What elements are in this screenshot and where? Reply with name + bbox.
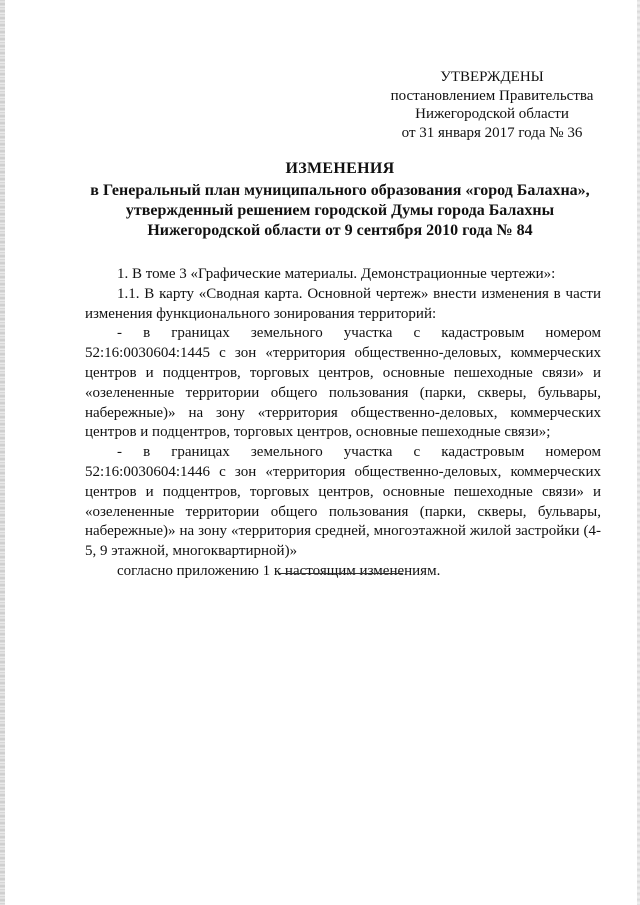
- document-body: [85, 265, 601, 582]
- body-line: центров и подцентров, торговых центров, основные пешеходные связи» и: [85, 483, 601, 500]
- approval-authority: постановлением Правительства: [390, 87, 594, 104]
- body-line: «озелененные территории общего пользования (парки, скверы, бульвары,: [85, 503, 601, 520]
- body-line: набережные)» на зону «территория средней, многоэтажной жилой застройки (4-: [85, 523, 601, 540]
- body-line: 52:16:0030604:1446 с зон «территория общественно-деловых, коммерческих: [85, 463, 601, 480]
- document-title: [60, 159, 620, 241]
- body-line: 1.1. В карту «Сводная карта. Основной чертеж» внести изменения в части: [117, 285, 601, 302]
- title-line-1: в Генеральный план муниципального образования «город Балахна»,: [90, 182, 590, 199]
- body-line: - в границах земельного участка с кадастровым номером: [117, 325, 601, 342]
- title-line-3: Нижегородской области от 9 сентября 2010 года № 84: [147, 222, 533, 239]
- body-line: изменения функционального зонирования территорий:: [85, 305, 437, 322]
- closing-rule: [278, 573, 403, 574]
- approval-date: от 31 января 2017 года № 36: [401, 124, 583, 141]
- body-line: согласно приложению 1 к настоящим изменениям.: [117, 562, 441, 579]
- body-line: «озелененные территории общего пользования (парки, скверы, бульвары,: [85, 384, 601, 401]
- body-line: 1. В томе 3 «Графические материалы. Демонстрационные чертежи»:: [117, 266, 556, 282]
- approval-region: Нижегородской области: [415, 106, 569, 122]
- title-heading: ИЗМЕНЕНИЯ: [285, 160, 395, 177]
- body-line: набережные)» на зону «территория общественно-деловых, коммерческих: [85, 404, 601, 421]
- approval-block: [384, 68, 600, 142]
- body-line: центров и подцентров, торговых центров, основные пешеходные связи» и: [85, 364, 601, 381]
- title-line-2: утвержденный решением городской Думы города Балахны: [125, 202, 555, 219]
- body-line: - в границах земельного участка с кадастровым номером: [117, 444, 601, 461]
- body-line: 5, 9 этажной, многоквартирной)»: [85, 543, 298, 560]
- approval-status: УТВЕРЖДЕНЫ: [440, 69, 544, 85]
- body-line: центров и подцентров, торговых центров, основные пешеходные связи»;: [85, 424, 551, 441]
- body-line: 52:16:0030604:1445 с зон «территория общественно-деловых, коммерческих: [85, 345, 601, 362]
- scan-edge-left: [0, 0, 5, 905]
